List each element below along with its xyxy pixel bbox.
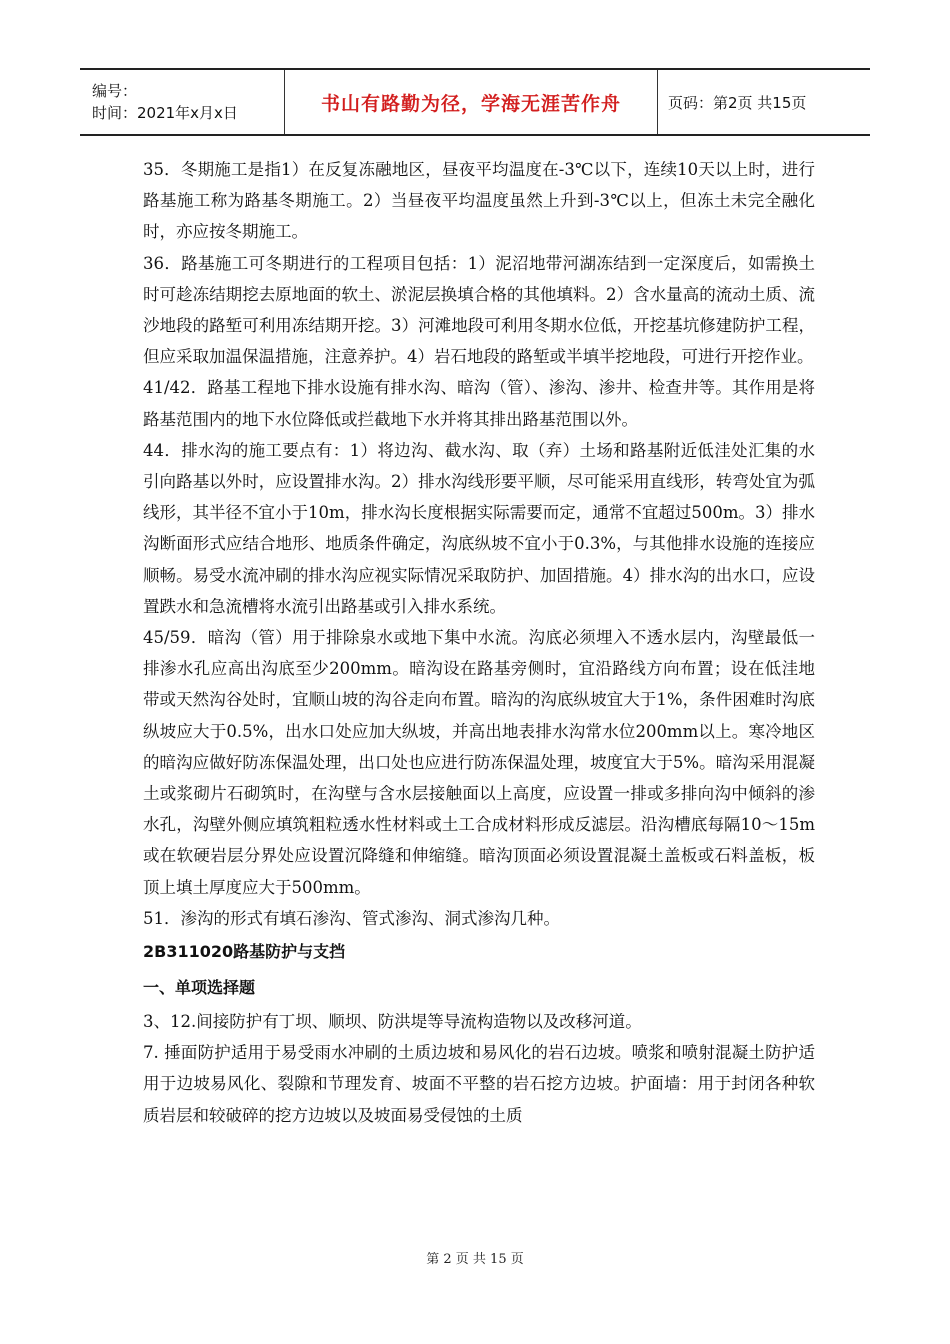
paragraph-3-12: 3、12.间接防护有丁坝、顺坝、防洪堤等导流构造物以及改移河道。 xyxy=(143,1012,642,1032)
paragraph-36: 36．路基施工可冬期进行的工程项目包括：1）泥沼地带河湖冻结到一定深度后，如需换土时可趁冻结期挖去原地面的软土、淤泥层换填合格的其他填料。2）含水量高的流动土质、流沙地段的路堑可利用冻结期开挖。3）河滩地段可利用冬期水位低，开挖基坑修建防护工程，但应采取加温保温措施，注意养护。4）岩石地段的路堑或半填半挖地段，可进行开挖作业。 xyxy=(143,253,815,367)
header-page-info: 页码：第2页 共15页 xyxy=(668,93,807,112)
document-number-label: 编号： xyxy=(92,82,138,100)
page-footer: 第 2 页 共 15 页 xyxy=(426,1252,524,1267)
header-motto: 书山有路勤为径，学海无涯苦作舟 xyxy=(320,92,621,115)
document-body xyxy=(143,154,815,1131)
paragraph-45-59: 45/59．暗沟（管）用于排除泉水或地下集中水流。沟底必须埋入不透水层内，沟壁最低一排渗水孔应高出沟底至少200mm。暗沟设在路基旁侧时，宜沿路线方向布置；设在低洼地带或天然沟谷处时，宜顺山坡的沟谷走向布置。暗沟的沟底纵坡宜大于1%，条件困难时沟底纵坡应大于0.5%，出水口处应加大纵坡，并高出地表排水沟常水位200mm以上。寒冷地区的暗沟应做好防冻保温处理，出口处也应进行防冻保温处理，坡度宜大于5%。暗沟采用混凝土或浆砌片石砌筑时，在沟壁与含水层接触面以上高度，应设置一排或多排向沟中倾斜的渗水孔，沟壁外侧应填筑粗粒透水性材料或土工合成材料形成反滤层。沿沟槽底每隔10～15m或在软硬岩层分界处应设置沉降缝和伸缩缝。暗沟顶面必须设置混凝土盖板或石料盖板，板顶上填土厚度应大于500mm。 xyxy=(143,628,815,897)
subsection-title: 一、单项选择题 xyxy=(143,978,256,998)
paragraph-51: 51．渗沟的形式有填石渗沟、管式渗沟、洞式渗沟几种。 xyxy=(143,908,560,928)
paragraph-44: 44．排水沟的施工要点有：1）将边沟、截水沟、取（弃）土场和路基附近低洼处汇集的水引向路基以外时，应设置排水沟。2）排水沟线形要平顺，尽可能采用直线形，转弯处宜为弧线形，其半径不宜小于10m，排水沟长度根据实际需要而定，通常不宜超过500m。3）排水沟断面形式应结合地形、地质条件确定，沟底纵坡不宜小于0.3%，与其他排水设施的连接应顺畅。易受水流冲刷的排水沟应视实际情况采取防护、加固措施。4）排水沟的出水口，应设置跌水和急流槽将水流引出路基或引入排水系统。 xyxy=(143,440,815,616)
header-page-cell xyxy=(658,70,870,134)
paragraph-35: 35．冬期施工是指1）在反复冻融地区，昼夜平均温度在-3℃以下，连续10天以上时，进行路基施工称为路基冬期施工。2）当昼夜平均温度虽然上升到-3℃以上，但冻土未完全融化时，亦应按冬期施工。 xyxy=(143,160,815,242)
document-time-label: 时间：2021年x月x日 xyxy=(92,104,238,122)
paragraph-41-42: 41/42．路基工程地下排水设施有排水沟、暗沟（管）、渗沟、渗井、检查井等。其作用是将路基范围内的地下水位降低或拦截地下水并将其排出路基范围以外。 xyxy=(143,378,815,429)
header-motto-cell xyxy=(284,70,658,134)
header-table xyxy=(80,68,870,136)
paragraph-7: 7. 捶面防护适用于易受雨水冲刷的土质边坡和易风化的岩石边坡。喷浆和喷射混凝土防护适用于边坡易风化、裂隙和节理发育、坡面不平整的岩石挖方边坡。护面墙：用于封闭各种软质岩层和较破碎的挖方边坡以及坡面易受侵蚀的土质 xyxy=(143,1043,815,1125)
header-left-cell xyxy=(80,70,284,134)
section-title: 2B311020路基防护与支挡 xyxy=(143,942,346,962)
